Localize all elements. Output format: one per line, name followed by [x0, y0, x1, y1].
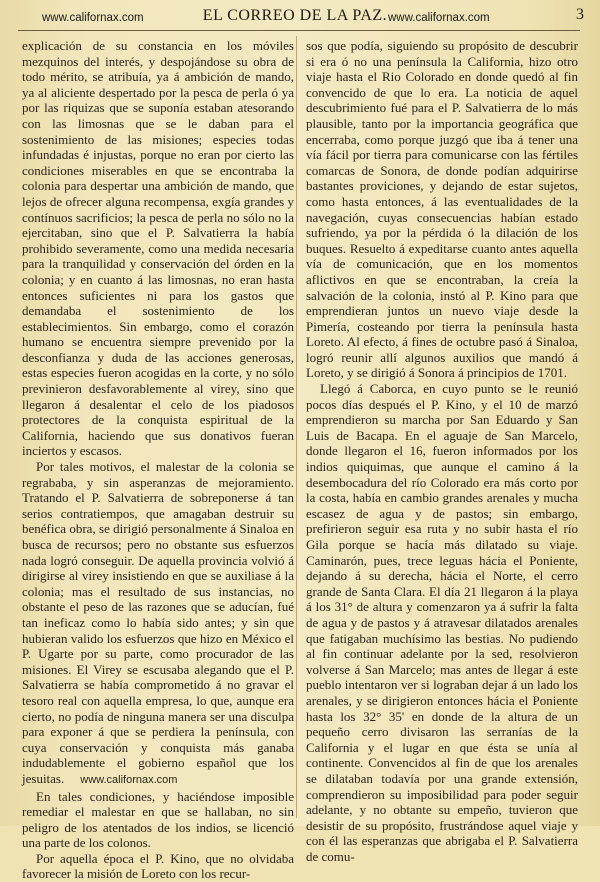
left-column	[22, 38, 294, 882]
right-column	[306, 38, 578, 864]
inline-url[interactable]: www.californax.com	[80, 773, 178, 786]
header-rule	[18, 30, 580, 31]
page-number: 3	[576, 6, 584, 23]
column-divider	[296, 36, 297, 818]
paragraph: En tales condiciones, y haciéndose imposible remediar el malestar en que se hallaban, no sin peligro de los atentados de los indios, se licenció una parte de los colonos.	[22, 788, 294, 851]
paragraph: Por aquella época el P. Kino, que no olvidaba favorecer la misión de Loreto con los recur-	[22, 850, 294, 882]
paragraph: Llegó á Caborca, en cuyo punto se le reunió pocos días después el P. Kino, y el 10 de marzó emprendieron su marcha por San Eduardo y San Luis de Bacapa. En el aguaje de San Marcelo, donde llegaron el 16, fueron informados por los indios quiquimas, que aunque el camino á la desembocadura del río Colorado era más corto por la costa, había en cambio grandes arenales y mucha escasez de agua y de pastos; sin embargo, prefirieron seguir esa ruta y no subir hasta el río Gila porque se hacía más dilatado su viaje. Caminarón, pues, trece leguas hácia el Poniente, dejando á su derecha, hácia el Norte, el cerro grande de Santa Clara. El día 21 llegaron á la playa á los 31° de altura y comenzaron ya á sufrir la falta de agua y de pastos y á atravesar dilatados arenales que fatigaban muchísimo las bestias. No pudiendo al fin continuar adelante por la sed, resolvieron volverse á San Marcelo; mas antes de llegar á este pueblo intentaron ver si lograban dejar á un lado los arenales, y se dirigieron entonces hácia el Poniente hasta los 32° 35' en donde de la altura de un pequeño cerro divisaron las serranías de la California y el lugar en que ésta se unía al continente. Convencidos al fin de que los arenales se dilataban todavía por una grande extensión, comprendieron su imposibilidad para poder seguir adelante, y no obtante su empeño, tuvieron que desistir de su propósito, frustrándose aquel viaje y con él las esperanzas que abrigaba el P. Salvatierra de comu-	[306, 381, 578, 864]
header-url-right[interactable]: www.californax.com	[388, 12, 490, 24]
newspaper-title: EL CORREO DE LA PAZ.	[202, 7, 388, 24]
paragraph: sos que podía, siguiendo su propósito de descubrir si era ó no una península la California, hizo otro viaje hasta el Rio Colorado en donde quedó al fin convencido de que lo era. La noticia de aquel descubrimiento fué para el P. Salvatierra de lo más plausible, tanto por la importancia geográfica que encerraba, como porque juzgó que iba á tener una vía fácil por tierra para comunicarse con las fértiles comarcas de Sonora, de donde podían adquirirse bastantes proviciones, y dejando de estar sujetos, como hasta entonces, á las eventualidades de la navegación, cuyas consecuencias habían estado sufriendo, ya por la pérdida ó la dilación de los buques. Resuelto á expeditarse cuanto antes aquella vía de comunicación, que en los momentos aflictivos en que se encontraban, la creía la salvación de la colonia, instó al P. Kino para que emprendieran juntos un nuevo viaje desde la Pimería, costeando por tierra la península hasta Loreto. Al efecto, á fines de octubre pasó á Sinaloa, logró reunir allí algunos auxilios que mandó á Loreto, y se dirigió á Sonora á principios de 1701.	[306, 38, 578, 381]
paragraph-text: Por tales motivos, el malestar de la colonia se regrababa, y sin asperanzas de mejoramiento. Tratando el P. Salvatierra de sobreponerse á tan serios contratiempos, que amagaban destruir su benéfica obra, se dirigió personalmente á Sinaloa en busca de recursos; pero no obstante sus esfuerzos nada logró conseguir. De aquella provincia volvió á dirigirse al virey insistiendo en que se auxiliase á la colonia; mas el resultado de sus instancias, no obstante el peso de las razones que se aducían, fué tan ineficaz como lo había sido antes; y sin que hubieran valido los esfuerzos que hizo en México el P. Ugarte por su parte, como procurador de las misiones. El Virey se escusaba alegando que el P. Salvatierra se había comprometido á no gravar el tesoro real con aquella empresa, lo que, aunque era cierto, no podía de ninguna manera ser una disculpa para exponer á que se perdiera la península, con cuya conservación y conquista más ganaba indudablemente el gobierno español que los jesuitas.	[22, 459, 294, 786]
page-header	[10, 6, 590, 32]
paragraph: explicación de su constancia en los móviles mezquinos del interés, y despojándose su obra de todo mérito, se atribuía, ya á ambición de mando, ya al aliciente despertado por la pesca de perla ó ya por las riquizas que se suponía estaban atesorando con las limosnas que se le daban para el sostenimiento de las misiones; especies todas infundadas é injustas, porque no eran por cierto las condiciones miserables en que se encontraba la colonia para despertar una ambición de mando, que lejos de ofrecer alguna recompensa, exgía grandes y contínuos sacrificios; la pesca de perla no sólo no la ejercitaban, sino que el P. Salvatierra la había prohibido severamente, como una medida necesaria para la tranquilidad y conservación del órden en la colonia; y en cuanto á las limosnas, no eran hasta entonces suficientes ni para los gastos que demandaba el sostenimiento de los establecimientos. Sin embargo, como el corazón humano se encuentra siempre prevenido por la desconfianza y duda de las acciones generosas, estas especies fueron acogidas en la corte, y no sólo previnieron desfavorablemente al virey, sino que llegaron á desalentar el celo de los piadosos protectores de la conquista espiritual de la California, haciendo que sus donativos fueran inciertos y escasos.	[22, 38, 294, 459]
header-url-left[interactable]: www.californax.com	[42, 12, 144, 24]
paragraph	[22, 459, 294, 788]
